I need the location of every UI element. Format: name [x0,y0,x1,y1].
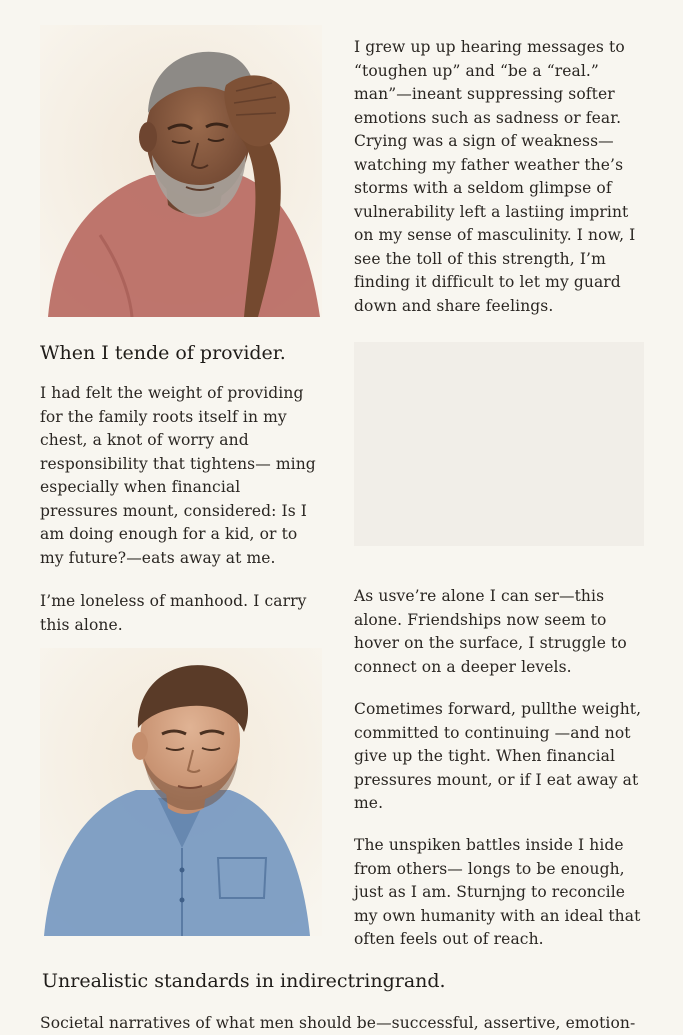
illustration-older-man [40,25,322,317]
loneliness-paragraph: I’me loneless of manhood. I carry this alone. [40,592,307,634]
illustration-younger-man [40,648,322,936]
heading-standards: Unrealistic standards in indirectringrand. [42,970,446,992]
alone-paragraph: As usve’re alone I can ser—this alone. Friendships now seem to hover on the surface, I struggle to connect on a deeper levels. [354,587,627,676]
battles-paragraph: The unspiken battles inside I hide from others— longs to be enough, just as I am. Sturnjng to reconcile my own humanity with an ideal that often feels out of reach. [354,836,641,948]
provider-paragraph: I had felt the weight of providing for the family roots itself in my chest, a knot of worry and responsibility that tightens— ming especially when financial pressures mount, considered: Is I am doing enough for a kid, or to my future?—eats away at me. [40,384,316,567]
footer-paragraph: Societal narratives of what men should be—successful, assertive, emotion- [40,1014,636,1032]
intro-paragraph: I grew up up hearing messages to “toughen up” and “be a “real.” man”—ineant suppressing softer emotions such as sadness or fear. Crying was a sign of weakness—watching my father weather the’s storms with a seldom glimpse of vulnerability left a lastiing imprint on my sense of masculinity. I now, I see the toll of this strength, I’m finding it difficult to let my guard down and share feelings. [354,38,636,315]
forward-paragraph: Cometimes forward, pullthe weight, committed to continuing —and not give up the tight. When financial pressures mount, or if I eat away at me. [354,700,642,812]
image-placeholder-panel [354,342,644,546]
heading-provider: When I tende of provider. [40,342,286,364]
